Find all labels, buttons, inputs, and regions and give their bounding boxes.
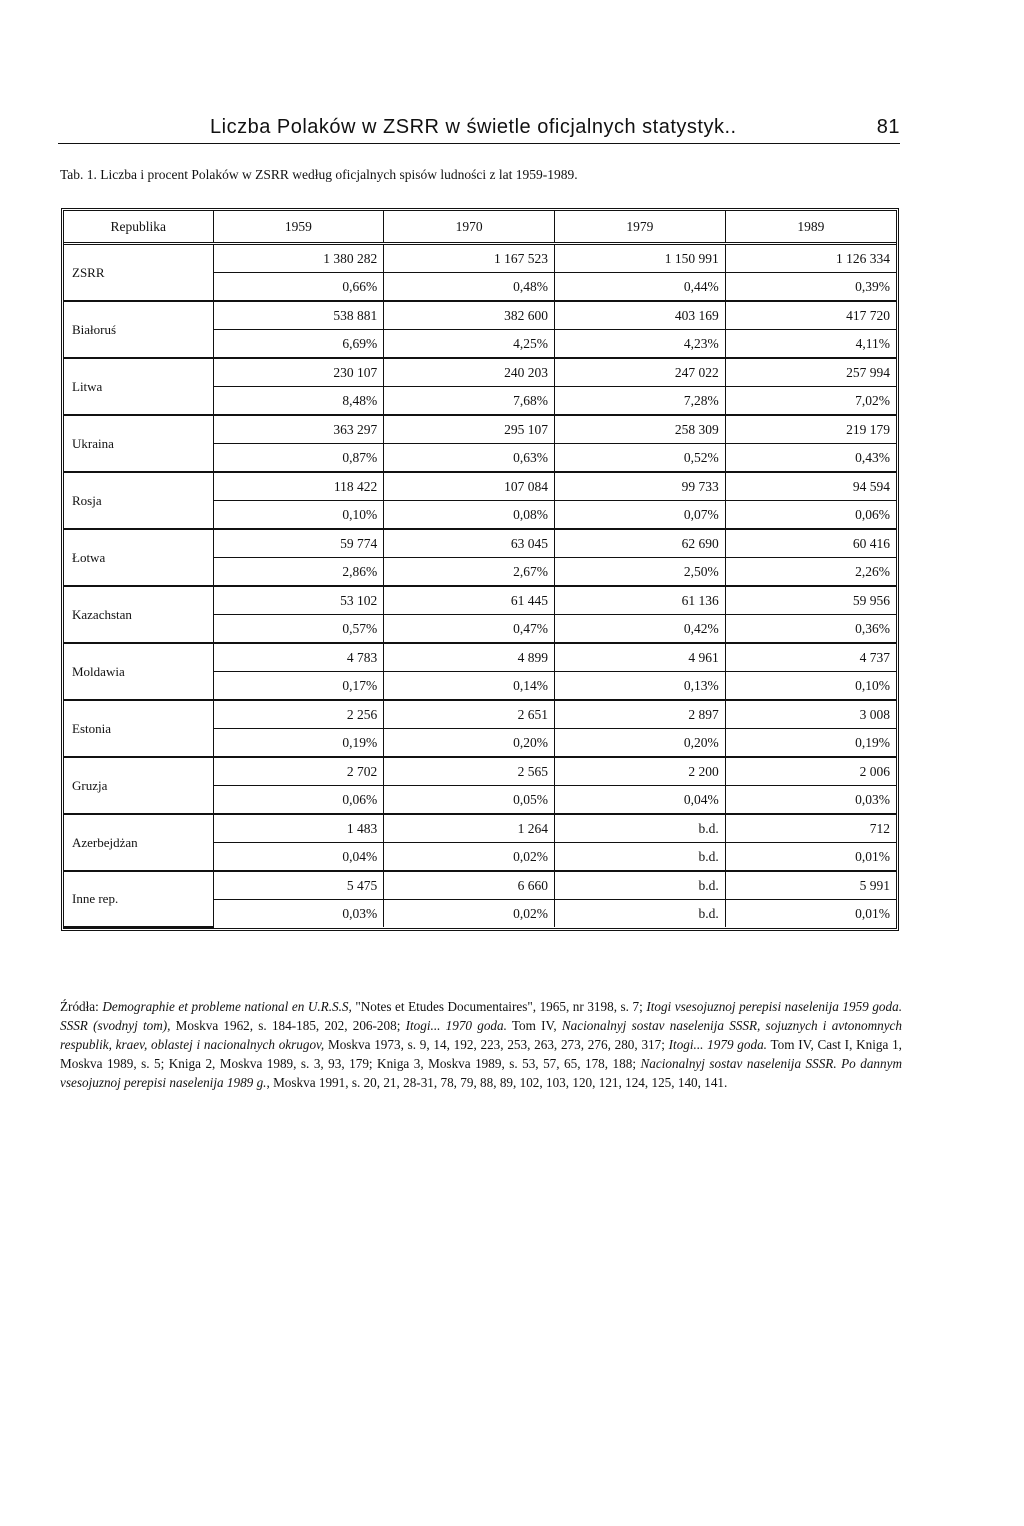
percent-cell: 0,47% (384, 615, 555, 644)
percent-cell: 0,52% (555, 444, 726, 473)
count-cell: 2 702 (213, 757, 384, 786)
percent-cell: 0,20% (555, 729, 726, 758)
percent-cell: 0,01% (725, 900, 896, 928)
header-rule (58, 143, 900, 144)
count-cell: 53 102 (213, 586, 384, 615)
count-cell: 2 200 (555, 757, 726, 786)
percent-cell: 0,48% (384, 273, 555, 302)
count-cell: 247 022 (555, 358, 726, 387)
percent-cell: 0,03% (213, 900, 384, 928)
count-cell: 257 994 (725, 358, 896, 387)
column-header-1970: 1970 (384, 211, 555, 244)
republic-name: Białoruś (64, 301, 213, 358)
percent-cell: 7,68% (384, 387, 555, 416)
percent-cell: 0,13% (555, 672, 726, 701)
table-body (64, 244, 896, 928)
republic-name: Inne rep. (64, 871, 213, 927)
republic-name: ZSRR (64, 244, 213, 302)
table-row-counts (64, 814, 896, 843)
percent-cell: b.d. (555, 900, 726, 928)
percent-cell: 0,01% (725, 843, 896, 872)
percent-cell: 0,04% (213, 843, 384, 872)
count-cell: 61 445 (384, 586, 555, 615)
source-title: Itogi vsesojuznoj perepisi naselenija 1959 goda. SSSR (svodnyj tom), (60, 999, 902, 1033)
republic-name: Ukraina (64, 415, 213, 472)
count-cell: 3 008 (725, 700, 896, 729)
column-header-republika: Republika (64, 211, 213, 244)
source-title: Nacionalnyj sostav naselenija SSSR, sojuznych i avtonomnych respublik, kraev, oblastej i nacionalnych okrugov, (60, 1018, 903, 1052)
percent-cell: 0,08% (384, 501, 555, 530)
count-cell: 2 006 (725, 757, 896, 786)
percent-cell: 2,26% (725, 558, 896, 587)
source-title: Itogi... 1979 goda. (668, 1037, 767, 1052)
count-cell: 219 179 (725, 415, 896, 444)
count-cell: 61 136 (555, 586, 726, 615)
percent-cell: 0,06% (213, 786, 384, 815)
count-cell: 417 720 (725, 301, 896, 330)
table-row-counts (64, 301, 896, 330)
republic-name: Rosja (64, 472, 213, 529)
percent-cell: 0,06% (725, 501, 896, 530)
percent-cell: 2,50% (555, 558, 726, 587)
percent-cell: 0,02% (384, 900, 555, 928)
count-cell: 382 600 (384, 301, 555, 330)
count-cell: 1 126 334 (725, 244, 896, 273)
percent-cell: 0,36% (725, 615, 896, 644)
count-cell: 4 783 (213, 643, 384, 672)
republic-name: Litwa (64, 358, 213, 415)
percent-cell: 4,25% (384, 330, 555, 359)
count-cell: 4 737 (725, 643, 896, 672)
count-cell: 538 881 (213, 301, 384, 330)
source-text: , Moskva 1991, s. 20, 21, 28-31, 78, 79, 88, 89, 102, 103, 120, 121, 124, 125, 140, 141. (266, 1075, 728, 1090)
percent-cell: 0,44% (555, 273, 726, 302)
count-cell: 4 899 (384, 643, 555, 672)
column-header-1989: 1989 (725, 211, 896, 244)
percent-cell: 0,17% (213, 672, 384, 701)
column-header-1959: 1959 (213, 211, 384, 244)
percent-cell: 4,23% (555, 330, 726, 359)
count-cell: 2 651 (384, 700, 555, 729)
percent-cell: 7,02% (725, 387, 896, 416)
count-cell: 363 297 (213, 415, 384, 444)
table-row-counts (64, 700, 896, 729)
population-table (61, 208, 899, 931)
count-cell: b.d. (555, 814, 726, 843)
source-title: Demographie et probleme national en U.R.S.S, (102, 999, 352, 1014)
column-header-1979: 1979 (555, 211, 726, 244)
percent-cell: 0,43% (725, 444, 896, 473)
count-cell: 403 169 (555, 301, 726, 330)
count-cell: 62 690 (555, 529, 726, 558)
count-cell: 1 264 (384, 814, 555, 843)
count-cell: 5 475 (213, 871, 384, 900)
percent-cell: 0,02% (384, 843, 555, 872)
percent-cell: 0,14% (384, 672, 555, 701)
republic-name: Gruzja (64, 757, 213, 814)
count-cell: 1 483 (213, 814, 384, 843)
source-text: Tom IV, (506, 1018, 562, 1033)
count-cell: 2 256 (213, 700, 384, 729)
table-row-counts (64, 415, 896, 444)
republic-name: Estonia (64, 700, 213, 757)
source-title: Itogi... 1970 goda. (405, 1018, 507, 1033)
count-cell: 712 (725, 814, 896, 843)
percent-cell: 0,66% (213, 273, 384, 302)
table-caption: Tab. 1. Liczba i procent Polaków w ZSRR według oficjalnych spisów ludności z lat 1959-1989. (60, 167, 578, 182)
percent-cell: 0,10% (213, 501, 384, 530)
republic-name: Łotwa (64, 529, 213, 586)
count-cell: 4 961 (555, 643, 726, 672)
table-row-counts (64, 586, 896, 615)
percent-cell: 0,63% (384, 444, 555, 473)
count-cell: 94 594 (725, 472, 896, 501)
count-cell: 2 897 (555, 700, 726, 729)
percent-cell: 0,05% (384, 786, 555, 815)
percent-cell: 8,48% (213, 387, 384, 416)
percent-cell: 0,07% (555, 501, 726, 530)
source-text: Moskva 1962, s. 184-185, 202, 206-208; (170, 1018, 406, 1033)
count-cell: b.d. (555, 871, 726, 900)
count-cell: 1 380 282 (213, 244, 384, 273)
count-cell: 1 150 991 (555, 244, 726, 273)
source-title: Nacionalnyj sostav naselenija SSSR. Po dannym vsesojuznoj perepisi naselenija 1989 g. (60, 1056, 903, 1090)
count-cell: 240 203 (384, 358, 555, 387)
percent-cell: 0,19% (725, 729, 896, 758)
percent-cell: 4,11% (725, 330, 896, 359)
count-cell: 230 107 (213, 358, 384, 387)
source-text: "Notes et Etudes Documentaires", 1965, nr 3198, s. 7; (351, 999, 647, 1014)
sources-note (60, 997, 902, 1092)
table-row-counts (64, 529, 896, 558)
table-row-counts (64, 244, 896, 273)
count-cell: 59 774 (213, 529, 384, 558)
source-text: Tom IV, Cast I, Kniga 1, Moskva 1989, s. 5; Kniga 2, Moskva 1989, s. 3, 93, 179; Kniga 3, Moskva 1989, s. 53, 57, 65, 178, 188; (60, 1037, 902, 1071)
count-cell: 1 167 523 (384, 244, 555, 273)
percent-cell: 0,42% (555, 615, 726, 644)
percent-cell: 2,86% (213, 558, 384, 587)
running-title: Liczba Polaków w ZSRR w świetle oficjalnych statystyk.. (210, 116, 737, 138)
republic-name: Kazachstan (64, 586, 213, 643)
count-cell: 295 107 (384, 415, 555, 444)
count-cell: 60 416 (725, 529, 896, 558)
table-row-counts (64, 358, 896, 387)
table-row-counts (64, 757, 896, 786)
percent-cell: 6,69% (213, 330, 384, 359)
republic-name: Moldawia (64, 643, 213, 700)
republic-name: Azerbejdżan (64, 814, 213, 871)
percent-cell: 0,87% (213, 444, 384, 473)
table-header-row (64, 211, 896, 244)
count-cell: 63 045 (384, 529, 555, 558)
source-text: Moskva 1973, s. 9, 14, 192, 223, 253, 263, 273, 276, 280, 317; (324, 1037, 669, 1052)
count-cell: 99 733 (555, 472, 726, 501)
table-row-counts (64, 643, 896, 672)
percent-cell: 0,19% (213, 729, 384, 758)
count-cell: 59 956 (725, 586, 896, 615)
page-number: 81 (876, 116, 900, 138)
percent-cell: 7,28% (555, 387, 726, 416)
count-cell: 107 084 (384, 472, 555, 501)
count-cell: 5 991 (725, 871, 896, 900)
table-row-counts (64, 871, 896, 900)
percent-cell: 0,03% (725, 786, 896, 815)
count-cell: 6 660 (384, 871, 555, 900)
percent-cell: 0,57% (213, 615, 384, 644)
percent-cell: b.d. (555, 843, 726, 872)
percent-cell: 0,20% (384, 729, 555, 758)
percent-cell: 0,39% (725, 273, 896, 302)
percent-cell: 2,67% (384, 558, 555, 587)
count-cell: 258 309 (555, 415, 726, 444)
percent-cell: 0,10% (725, 672, 896, 701)
percent-cell: 0,04% (555, 786, 726, 815)
sources-label: Źródła: (60, 999, 103, 1014)
table-row-counts (64, 472, 896, 501)
count-cell: 2 565 (384, 757, 555, 786)
count-cell: 118 422 (213, 472, 384, 501)
